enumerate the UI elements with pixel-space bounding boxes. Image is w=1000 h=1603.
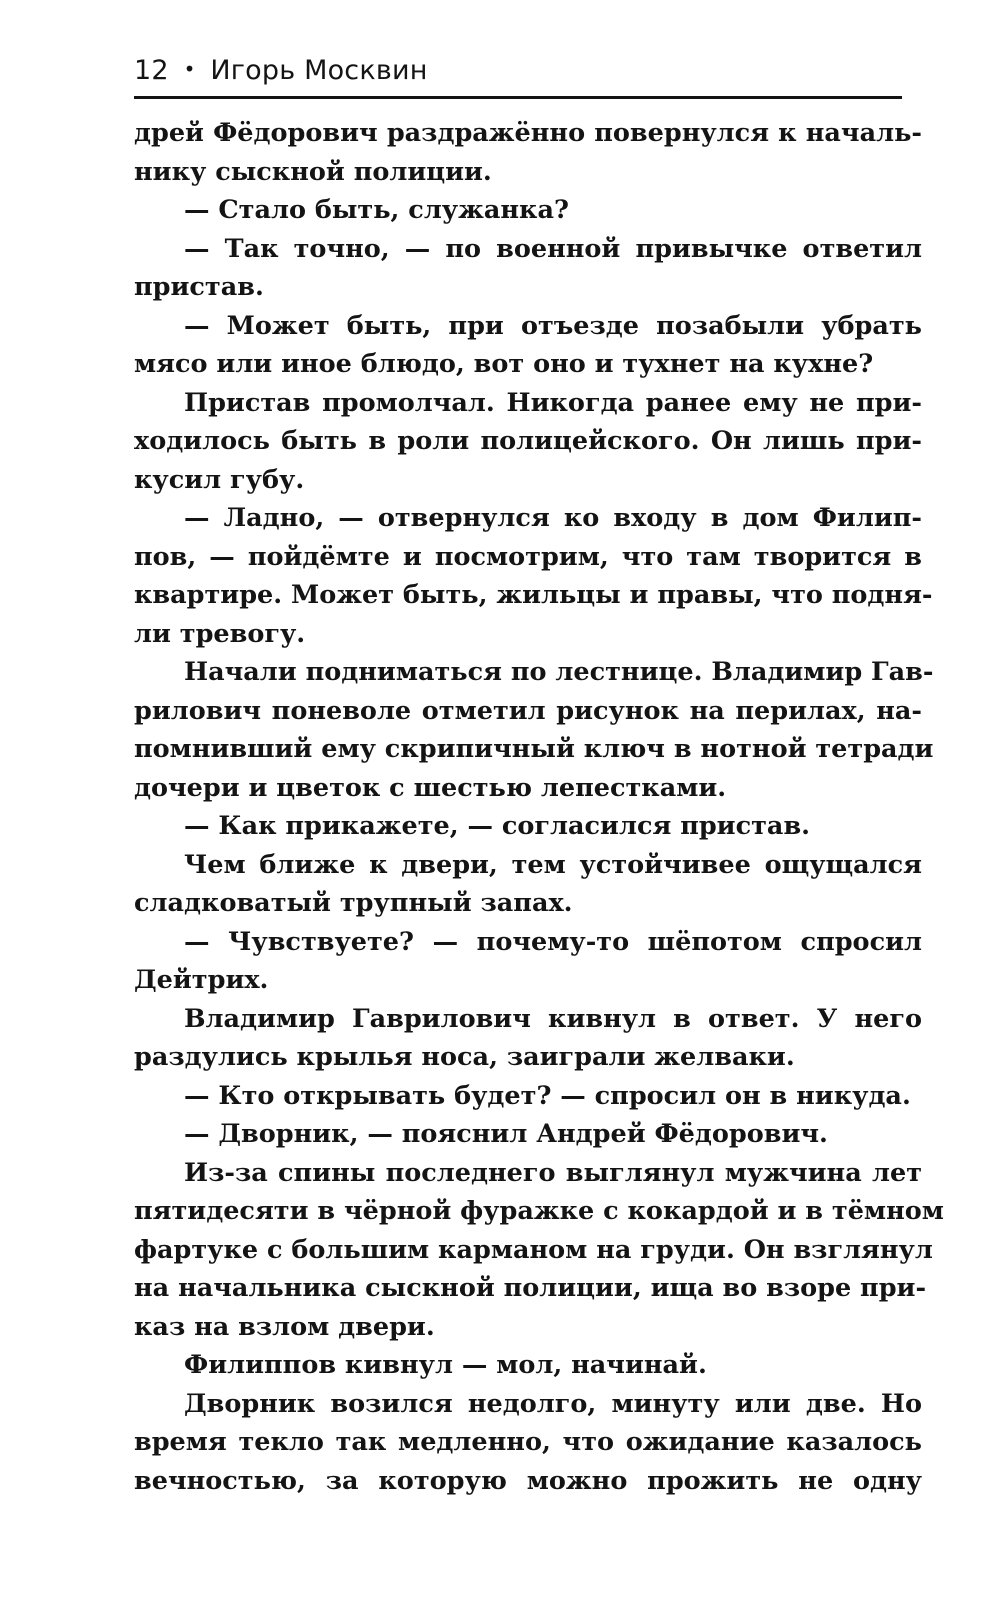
text-line: кусил губу.: [134, 464, 305, 495]
text-line: — Может быть, при отъезде позабыли убрать: [184, 310, 922, 341]
page-number: 12: [134, 55, 169, 86]
text-line: дочери и цветок с шестью лепестками.: [134, 772, 727, 803]
author-name: Игорь Москвин: [210, 55, 428, 86]
text-line: каз на взлом двери.: [134, 1311, 435, 1342]
text-line: Дейтрих.: [134, 965, 269, 995]
text-line: — Чувствуете? — почему-то шёпотом спросил: [184, 926, 922, 957]
text-line: пятидесяти в чёрной фуражке с кокардой и в тёмном: [134, 1196, 944, 1226]
header-bullet: •: [183, 57, 196, 81]
text-line: сладковатый трупный запах.: [134, 888, 573, 918]
text-line: — Ладно, — отвернулся ко входу в дом Филип-: [184, 503, 922, 533]
text-line: Дворник возился недолго, минуту или две. Но: [184, 1388, 922, 1419]
text-line: — Как прикажете, — согласился пристав.: [184, 811, 811, 841]
text-line: дрей Фёдорович раздражённо повернулся к началь-: [134, 118, 922, 148]
body-text: [134, 114, 944, 1500]
text-line: рилович поневоле отметил рисунок на перилах, на-: [134, 695, 922, 726]
text-line: Пристав промолчал. Никогда ранее ему не при-: [184, 387, 922, 418]
text-line: — Стало быть, служанка?: [184, 195, 569, 225]
text-line: ходилось быть в роли полицейского. Он лишь при-: [134, 426, 922, 456]
text-line: фартуке с большим карманом на груди. Он взглянул: [134, 1234, 933, 1265]
text-line: пов, — пойдёмте и посмотрим, что там творится в: [134, 541, 922, 572]
text-line: пристав.: [134, 272, 264, 302]
text-line: раздулись крылья носа, заиграли желваки.: [134, 1042, 795, 1072]
text-line: помнивший ему скрипичный ключ в нотной тетради: [134, 734, 934, 764]
text-line: Из-за спины последнего выглянул мужчина лет: [184, 1157, 922, 1188]
text-line: Начали подниматься по лестнице. Владимир Гав-: [184, 657, 934, 687]
text-line: Владимир Гаврилович кивнул в ответ. У него: [184, 1003, 922, 1034]
text-line: — Так точно, — по военной привычке ответил: [184, 233, 922, 264]
text-line: — Дворник, — пояснил Андрей Фёдорович.: [184, 1119, 828, 1149]
text-line: на начальника сыскной полиции, ища во взоре при-: [134, 1273, 927, 1303]
text-line: мясо или иное блюдо, вот оно и тухнет на кухне?: [134, 349, 874, 379]
text-line: Филиппов кивнул — мол, начинай.: [184, 1350, 707, 1380]
running-header: [134, 55, 428, 86]
text-line: ли тревогу.: [134, 618, 306, 649]
header-rule: [134, 96, 902, 99]
text-line: время текло так медленно, что ожидание казалось: [134, 1427, 922, 1457]
text-line: — Кто открывать будет? — спросил он в никуда.: [184, 1080, 911, 1111]
text-line: квартире. Может быть, жильцы и правы, что подня-: [134, 580, 933, 610]
text-line: нику сыскной полиции.: [134, 156, 492, 187]
text-line: вечностью, за которую можно прожить не одну: [134, 1465, 922, 1496]
text-line: Чем ближе к двери, тем устойчивее ощущался: [184, 849, 922, 880]
